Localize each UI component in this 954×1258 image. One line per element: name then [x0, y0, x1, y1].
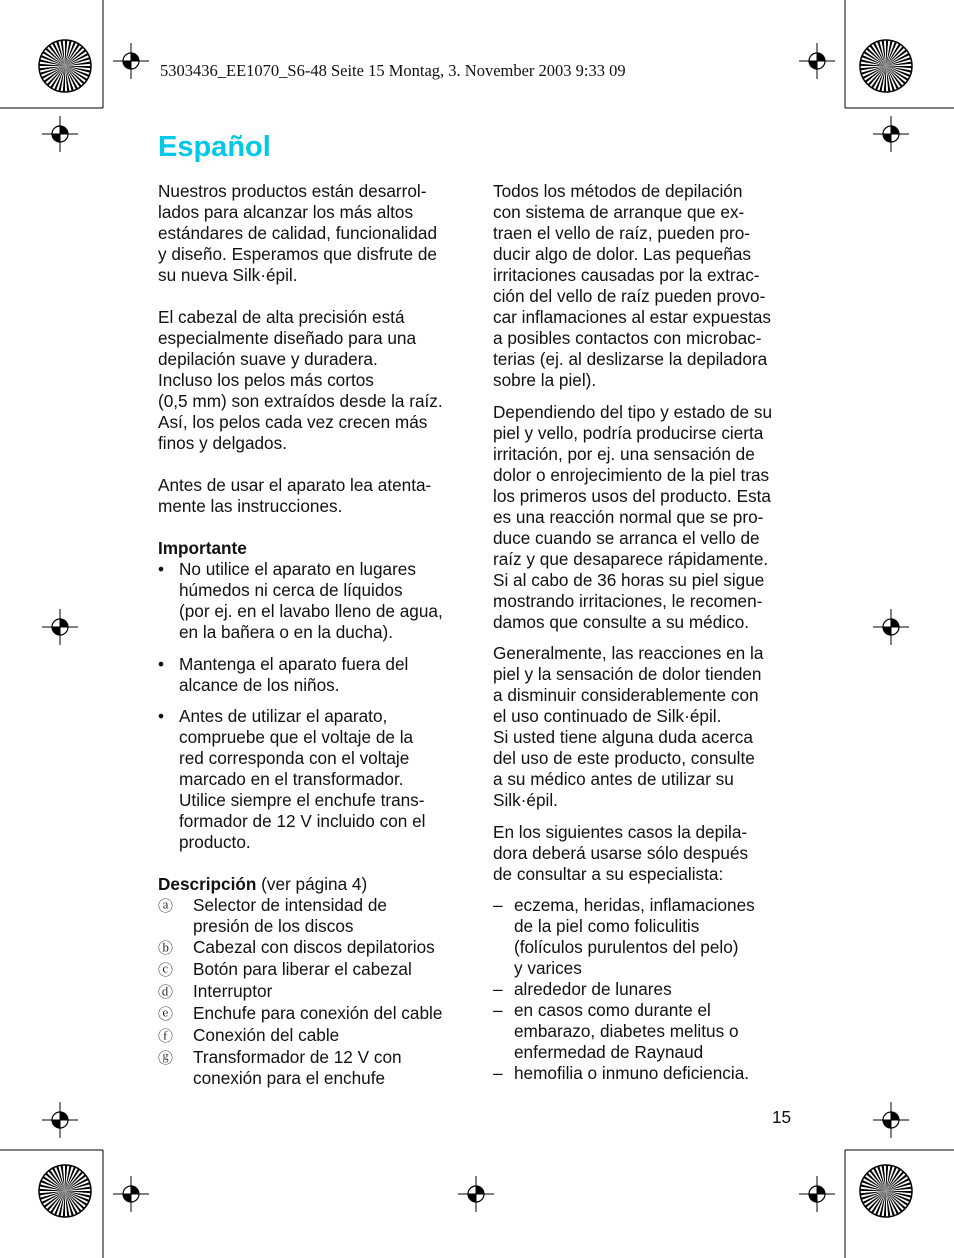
description-item: ⓕ Conexión del cable	[158, 1025, 340, 1045]
read-instructions-paragraph: Antes de usar el aparato lea atenta- mente las instrucciones.	[158, 475, 432, 516]
important-item: • Mantenga el aparato fuera del alcance de los niños.	[158, 653, 409, 695]
bullet: •	[158, 706, 165, 726]
registration-crosshair-icon	[873, 116, 909, 152]
description-item: ⓑ Cabezal con discos depilatorios	[158, 937, 435, 957]
pain-paragraph: Todos los métodos de depilación con sistema de arranque que ex- traen el vello de raíz, pueden pro- ducir algo de dolor. Las pequeñas irritaciones causadas por la extrac- ción del vello de raíz pueden provo- car inflamaciones al estar expuestas a posibles contactos con microbac- terias (ej. al deslizarse la depiladora sobre la piel).	[493, 181, 772, 390]
bullet: •	[158, 653, 165, 674]
description-item: ⓖ Transformador de 12 V con conexión para el enchufe	[158, 1047, 402, 1088]
important-item: • Antes de utilizar el aparato, compruebe que el voltaje de la red corresponda con el voltaje marcado en el transformador. Utilice siempre el enchufe trans- formador de 12 V incluido con el producto.	[158, 706, 426, 852]
registration-crosshair-icon	[42, 609, 78, 645]
case-item: – alrededor de lunares	[493, 979, 672, 999]
description-heading: Descripción	[158, 874, 257, 894]
important-heading: Importante	[158, 538, 247, 558]
intro-paragraph: Nuestros productos están desarrol- lados para alcanzar los más altos estándares de calidad, funcionalidad y diseño. Esperamos que disfrute de su nueva Silk·épil.	[158, 181, 438, 285]
starburst-target-icon	[860, 40, 912, 92]
registration-crosshair-icon	[799, 43, 835, 79]
starburst-target-icon	[39, 1165, 91, 1217]
case-item: – en casos como durante el embarazo, diabetes melitus o enfermedad de Raynaud	[493, 1000, 739, 1062]
cases-paragraph: En los siguientes casos la depila- dora deberá usarse sólo después de consultar a su especialista:	[493, 821, 749, 884]
irritation-paragraph: Dependiendo del tipo y estado de su piel y vello, podría producirse cierta irritación, por ej. una sensación de dolor o enrojecimiento de la piel tras los primeros usos del producto. Esta es una reacción normal que se pro- duce cuando se arranca el vello de raíz y que desaparece rápidamente. Si al cabo de 36 horas su piel sigue mostrando irritaciones, le recomen- damos que consulte a su médico.	[493, 401, 773, 632]
description-ref: (ver página 4)	[256, 874, 368, 894]
bullet: •	[158, 559, 165, 579]
registration-crosshair-icon	[113, 1176, 149, 1212]
important-item: • No utilice el aparato en lugares húmedos ni cerca de líquidos (por ej. en el lavabo lleno de agua, en la bañera o en la ducha).	[158, 559, 443, 642]
head-paragraph: El cabezal de alta precisión está especialmente diseñado para una depilación suave y duradera. Incluso los pelos más cortos (0,5 mm) son extraídos desde la raíz. Así, los pelos cada vez crecen más finos y delgados.	[158, 307, 443, 453]
right-column	[493, 181, 798, 1084]
registration-crosshair-icon	[42, 116, 78, 152]
case-item: – hemofilia o inmuno deficiencia.	[493, 1063, 750, 1083]
case-item: – eczema, heridas, inflamaciones de la piel como foliculitis (folículos purulentos del pelo) y varices	[493, 895, 755, 978]
reactions-paragraph: Generalmente, las reacciones en la piel y la sensación de dolor tienden a disminuir considerablemente con el uso continuado de Silk·épil. Si usted tiene alguna duda acerca del uso de este producto, consulte a su médico antes de utilizar su Silk·épil.	[493, 643, 764, 810]
page-number: 15	[772, 1107, 792, 1127]
registration-crosshair-icon	[873, 1102, 909, 1138]
page-title: Español	[158, 131, 271, 163]
registration-crosshair-icon	[458, 1176, 494, 1212]
registration-crosshair-icon	[799, 1176, 835, 1212]
description-item: ⓓ Interruptor	[158, 981, 273, 1001]
registration-crosshair-icon	[873, 609, 909, 645]
left-column	[158, 181, 463, 1089]
registration-crosshair-icon	[42, 1102, 78, 1138]
print-header: 5303436_EE1070_S6-48 Seite 15 Montag, 3. November 2003 9:33 09	[160, 61, 626, 80]
starburst-target-icon	[39, 40, 91, 92]
description-item: ⓒ Botón para liberar el cabezal	[158, 959, 412, 979]
registration-crosshair-icon	[113, 43, 149, 79]
starburst-target-icon	[860, 1165, 912, 1217]
description-item: ⓔ Enchufe para conexión del cable	[158, 1003, 443, 1023]
description-heading-line	[158, 874, 463, 895]
description-item: ⓐ Selector de intensidad de presión de los discos	[158, 895, 387, 936]
